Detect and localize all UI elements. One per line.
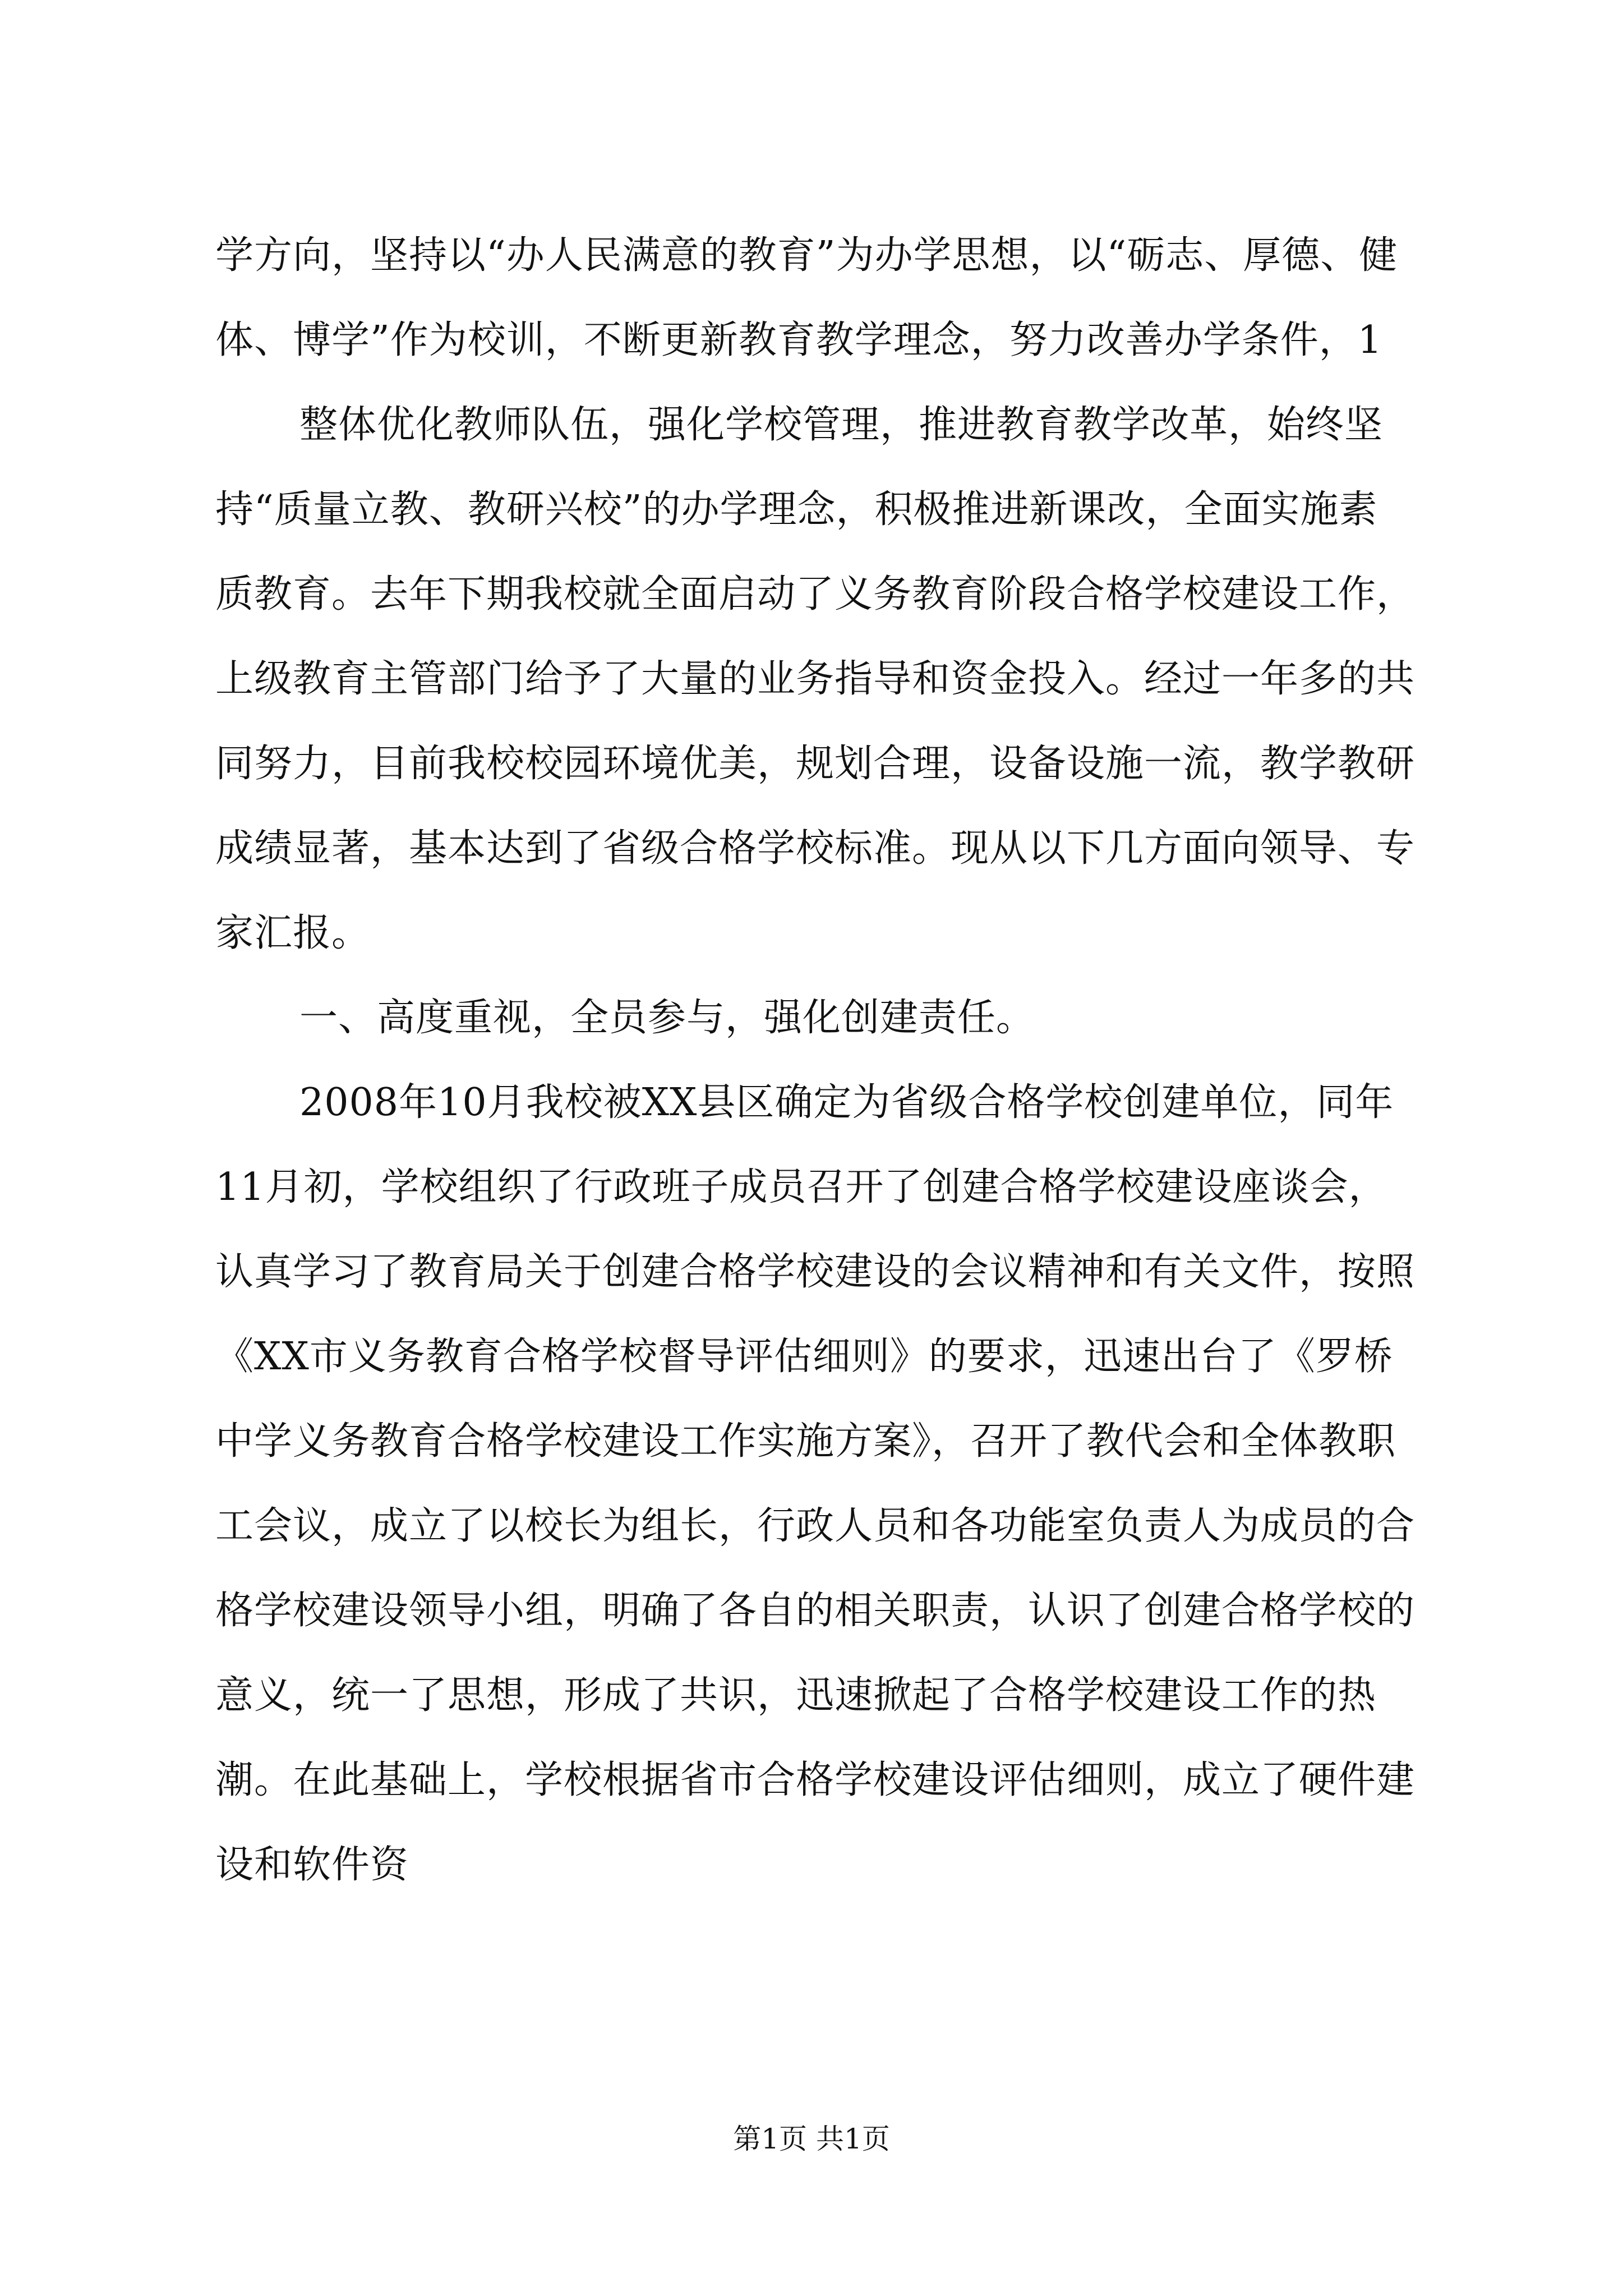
page-number: 第1页 共1页: [733, 2123, 890, 2155]
paragraph-school-overview: 整体优化教师队伍，强化学校管理，推进教育教学改革，始终坚持“质量立教、教研兴校”的办学理念，积极推进新课改，全面实施素质教育。去年下期我校就全面启动了义务教育阶段合格学校建设工作，上级教育主管部门给予了大量的业务指导和资金投入。经过一年多的共同努力，目前我校校园环境优美，规划合理，设备设施一流，教学教研成绩显著，基本达到了省级合格学校标准。现从以下几方面向领导、专家汇报。: [215, 403, 1415, 955]
paragraph-creation-process: 2008年10月我校被XX县区确定为省级合格学校创建单位，同年11月初，学校组织了行政班子成员召开了创建合格学校建设座谈会，认真学习了教育局关于创建合格学校建设的会议精神和有关文件，按照《XX市义务教育合格学校督导评估细则》的要求，迅速出台了《罗桥中学义务教育合格学校建设工作实施方案》，召开了教代会和全体教职工会议，成立了以校长为组长，行政人员和各功能室负责人为成员的合格学校建设领导小组，明确了各自的相关职责，认识了创建合格学校的意义，统一了思想，形成了共识，迅速掀起了合格学校建设工作的热潮。在此基础上，学校根据省市合格学校建设评估细则，成立了硬件建设和软件资: [215, 1080, 1415, 1887]
section-heading: 一、高度重视，全员参与，强化创建责任。: [299, 996, 1035, 1040]
document-body: [215, 213, 1415, 1907]
paragraph-continuation: 学方向，坚持以“办人民满意的教育”为办学思想，以“砺志、厚德、健体、博学”作为校训，不断更新教育教学理念，努力改善办学条件，1: [215, 233, 1398, 362]
